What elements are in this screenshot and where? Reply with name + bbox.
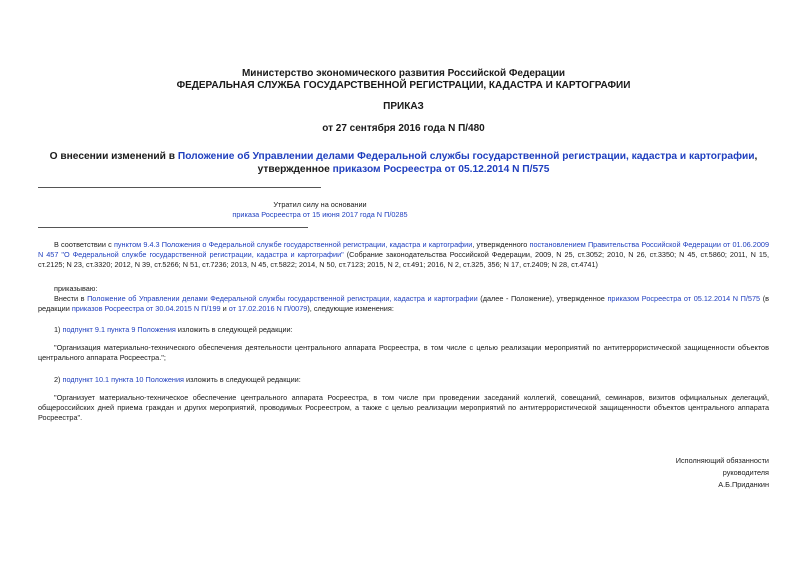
title-link-regulation[interactable]: Положение об Управлении делами Федеральной службы государственной регистрации, кадастра и картографии — [177, 151, 755, 162]
preamble-text: (Собрание законодательства Российской Федерации, 2009, N 25, ст.3052; 2010, N 26, ст.3350; N 45, ст.5860; 2011, N 15, ст.2125; N 23, ст.3320; 2012, N 39, ст.5266; N 51, ст.7236; 2013, N 45, ст.5822; 2014, N 50, ст.7123; 2015, N 2, ст.491; 2016, N 2, ст.325, 356; N 17, ст.2409; N 28, ст.4741) — [38, 250, 769, 269]
service-name: ФЕДЕРАЛЬНАЯ СЛУЖБА ГОСУДАРСТВЕННОЙ РЕГИСТРАЦИИ, КАДАСТРА И КАРТОГРАФИИ — [176, 80, 631, 91]
expiry-link[interactable]: приказа Росреестра от 15 июня 2017 года N П/0285 — [232, 210, 408, 219]
preamble-link-clause[interactable]: пунктом 9.4.3 Положения о Федеральной службе государственной регистрации, кадастра и картографии — [113, 240, 473, 249]
item-2-text: изложить в следующей редакции: — [183, 375, 301, 384]
order-word: приказываю: — [54, 284, 98, 293]
item-2-number: 2) — [54, 375, 63, 384]
document-type: ПРИКАЗ — [383, 101, 424, 112]
main-text: Внести в — [54, 294, 88, 303]
item-1-number: 1) — [54, 325, 63, 334]
item-2-quote: "Организует материально-техническое обеспечение центрального аппарата Росреестра, в том числе при проведении заседаний коллегий, совещаний, семинаров, визитов официальных делегаций, общероссийских дней приема граждан и других мероприятий, проводимых Росреестром, а также с целью реализации мероприятий по антитеррористической защищенности объектов центрального аппарата Росреестра". — [38, 393, 769, 422]
item-2 — [38, 375, 769, 385]
preamble-text: , утвержденного — [472, 240, 530, 249]
title-middle: , утвержденное — [257, 151, 758, 175]
main-link-regulation[interactable]: Положение об Управлении делами Федеральной службы государственной регистрации, кадастра и картографии — [87, 294, 478, 303]
main-text: (в редакции — [38, 294, 769, 313]
item-1 — [38, 325, 769, 335]
document-title — [38, 150, 769, 176]
main-link-amend-2[interactable]: от 17.02.2016 N П/0079 — [228, 304, 308, 313]
ministry-name: Министерство экономического развития Российской Федерации — [241, 68, 566, 79]
main-link-order[interactable]: приказом Росреестра от 05.12.2014 N П/575 — [607, 294, 761, 303]
preamble-link-resolution[interactable]: постановлением Правительства Российской Федерации от 01.06.2009 N 457 "О Федеральной службе государственной регистрации, кадастра и картографии" — [38, 240, 770, 259]
signature-role: руководителя — [722, 468, 769, 477]
preamble-paragraph — [38, 240, 769, 270]
signature-position: Исполняющий обязанности — [675, 456, 769, 465]
expiry-note — [220, 200, 420, 220]
divider — [38, 187, 321, 188]
expiry-label: Утратил силу на основании — [273, 200, 367, 209]
item-1-link[interactable]: подпункт 9.1 пункта 9 Положения — [62, 325, 176, 334]
signature-name: А.Б.Приданкин — [718, 480, 769, 489]
main-link-amend-1[interactable]: приказов Росреестра от 30.04.2015 N П/199 — [71, 304, 221, 313]
item-2-link[interactable]: подпункт 10.1 пункта 10 Положения — [62, 375, 184, 384]
title-prefix: О внесении изменений в — [49, 151, 178, 162]
preamble-text: В соответствии с — [54, 240, 114, 249]
divider — [38, 227, 308, 228]
main-text: и — [220, 304, 229, 313]
title-link-order[interactable]: приказом Росреестра от 05.12.2014 N П/575 — [332, 164, 550, 175]
main-text: (далее - Положение), утвержденное — [477, 294, 608, 303]
signature-block — [676, 455, 769, 491]
date-number: от 27 сентября 2016 года N П/480 — [322, 123, 485, 134]
item-1-text: изложить в следующей редакции: — [175, 325, 293, 334]
item-1-quote: "Организация материально-технического обеспечения деятельности центрального аппарата Росреестра, в том числе с целью реализации мероприятий по антитеррористической защищенности объектов центрального аппарата Росреестра."; — [38, 343, 769, 362]
main-text: ), следующие изменения: — [307, 304, 394, 313]
main-paragraph — [38, 294, 769, 314]
